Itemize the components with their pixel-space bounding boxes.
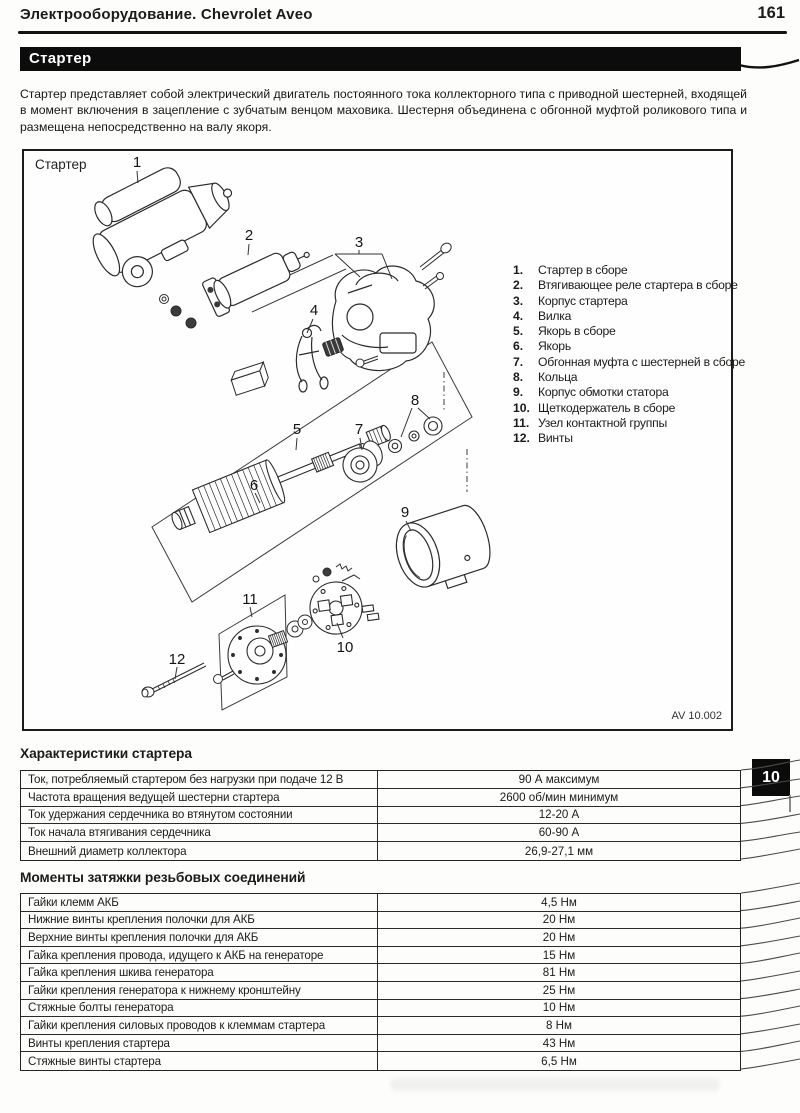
part-solenoid-nuts (160, 295, 197, 329)
page-number: 161 (757, 4, 785, 22)
scan-bar-tail (739, 56, 800, 74)
part-solenoid (202, 237, 317, 318)
part-housing (332, 266, 434, 371)
table-row (21, 807, 740, 825)
table-row (21, 1000, 740, 1018)
legend-item-number: 12. (513, 431, 530, 446)
table-row (21, 912, 740, 930)
section-title: Стартер (29, 50, 92, 67)
callout-8: 8 (410, 392, 420, 409)
legend-item (513, 278, 738, 293)
param-cell: Внешний диаметр коллектора (21, 842, 378, 860)
value-cell: 15 Нм (542, 948, 576, 962)
legend-item-label: Корпус стартера (538, 293, 628, 308)
value-cell: 6,5 Нм (541, 1054, 577, 1068)
legend-item-number: 8. (513, 370, 524, 385)
table-row (21, 1035, 740, 1053)
callout-5: 5 (292, 421, 302, 438)
param-cell: Нижние винты крепления полочки для АКБ (21, 912, 378, 929)
part-rings (389, 417, 443, 453)
value-cell: 81 Нм (542, 966, 576, 980)
table-row (21, 1017, 740, 1035)
param-cell: Верхние винты крепления полочки для АКБ (21, 929, 378, 946)
legend-item (513, 370, 731, 385)
value-cell: 25 Нм (542, 983, 576, 997)
torques-table (20, 893, 741, 1071)
table-row (21, 789, 740, 807)
value-cell: 20 Нм (542, 913, 576, 927)
legend-item-number: 5. (513, 324, 524, 339)
legend-item-label: Обгонная муфта с шестерней в сборе (538, 354, 746, 369)
callout-11: 11 (242, 591, 258, 608)
legend-item-number: 1. (513, 263, 524, 277)
figure-code: AV 10.002 (671, 710, 722, 722)
legend-item-label: Якорь (538, 339, 571, 354)
callout-12: 12 (168, 651, 186, 668)
figure-label: Стартер (35, 157, 87, 172)
param-cell: Ток, потребляемый стартером без нагрузки при подаче 12 В (21, 771, 378, 788)
legend-item-label: Винты (538, 431, 573, 446)
legend-item (513, 416, 731, 431)
part-washer-small (298, 615, 312, 629)
figure-box (22, 149, 746, 731)
value-cell: 10 Нм (542, 1001, 576, 1015)
legend-item (513, 385, 731, 400)
param-cell: Частота вращения ведущей шестерни стартера (21, 789, 378, 806)
legend-item (513, 354, 746, 370)
scan-smudge (390, 1078, 720, 1091)
param-cell: Гайки крепления силовых проводов к клеммам стартера (21, 1017, 378, 1034)
param-cell: Ток начала втягивания сердечника (21, 824, 378, 841)
torques-heading: Моменты затяжки резьбовых соединений (20, 870, 306, 885)
legend-item (513, 339, 731, 354)
value-cell: 26,9-27,1 мм (524, 844, 594, 858)
value-cell: 43 Нм (542, 1036, 576, 1050)
callout-10: 10 (336, 639, 354, 656)
legend-item (513, 431, 731, 446)
chapter-tab-10: 10 (752, 759, 790, 796)
value-cell: 2600 об/мин минимум (499, 790, 619, 804)
legend-item-label: Стартер в сборе (538, 263, 628, 277)
legend-item (513, 309, 731, 324)
param-cell: Стяжные винты стартера (21, 1052, 378, 1070)
table-row (21, 929, 740, 947)
param-cell: Винты крепления стартера (21, 1035, 378, 1052)
legend-item-number: 4. (513, 308, 524, 323)
table-row (21, 1052, 740, 1070)
legend-item-number: 3. (513, 293, 524, 308)
table-row (21, 824, 740, 842)
part-connector (322, 337, 344, 356)
header-rule (18, 31, 787, 34)
table-row (21, 771, 740, 789)
legend-item-number: 2. (513, 278, 524, 293)
table-row (21, 894, 740, 912)
specs-table (20, 770, 741, 861)
parts-legend (513, 263, 746, 447)
callout-7: 7 (354, 421, 364, 438)
callout-9: 9 (400, 504, 410, 521)
value-cell: 20 Нм (542, 930, 576, 944)
part-brush-holder (307, 577, 381, 638)
callout-2: 2 (244, 227, 254, 244)
part-brush-springs (313, 564, 360, 582)
legend-item (513, 294, 731, 309)
param-cell: Гайка крепления шкива генератора (21, 964, 378, 981)
legend-item-number: 11. (513, 415, 530, 430)
scan-wave-lines (735, 755, 800, 1085)
part-armature (165, 424, 374, 544)
legend-item-number: 9. (513, 385, 524, 400)
value-cell: 60-90 А (538, 826, 580, 840)
legend-item (513, 263, 731, 278)
legend-item-number: 6. (513, 339, 524, 354)
value-cell: 12-20 А (538, 808, 580, 822)
legend-item-label: Кольца (538, 370, 578, 385)
legend-item-label: Втягивающее реле стартера в сборе (538, 278, 738, 293)
legend-item-label: Вилка (538, 308, 572, 323)
legend-item (513, 401, 731, 416)
legend-item-label: Корпус обмотки статора (538, 385, 669, 400)
legend-item-number: 10. (513, 400, 530, 415)
callout-1: 1 (132, 154, 142, 171)
section-title-bar (20, 47, 741, 71)
legend-item (513, 324, 731, 339)
param-cell: Ток удержания сердечника во втянутом состоянии (21, 807, 378, 824)
part-rubber-block (229, 362, 270, 395)
intro-paragraph: Стартер представляет собой электрический двигатель постоянного тока коллекторного типа с приводной шестерней, входящей в момент включения в зацепление с зубчатым венцом маховика. Шестерня объединена с обгонной муфтой роликового типа и размещена непосредственно на валу якоря. (20, 87, 747, 134)
table-row (21, 947, 740, 965)
legend-item-label: Щеткодержатель в сборе (538, 400, 676, 415)
callout-4: 4 (309, 302, 319, 319)
specs-heading: Характеристики стартера (20, 746, 192, 761)
param-cell: Стяжные болты генератора (21, 1000, 378, 1017)
table-row (21, 982, 740, 1000)
value-cell: 4,5 Нм (541, 895, 577, 909)
value-cell: 8 Нм (545, 1018, 572, 1032)
param-cell: Гайка крепления провода, идущего к АКБ на генераторе (21, 947, 378, 964)
table-row (21, 842, 740, 860)
legend-item-label: Узел контактной группы (538, 415, 667, 430)
param-cell: Гайки клемм АКБ (21, 894, 378, 911)
value-cell: 90 А максимум (518, 772, 600, 786)
callout-3: 3 (354, 234, 364, 251)
param-cell: Гайки крепления генератора к нижнему кронштейну (21, 982, 378, 999)
legend-item-number: 7. (513, 354, 524, 369)
table-row (21, 964, 740, 982)
part-fork (296, 325, 328, 392)
callout-6: 6 (249, 477, 259, 494)
legend-item-label: Якорь в сборе (538, 324, 616, 339)
header-title: Электрооборудование. Chevrolet Aveo (20, 6, 313, 23)
